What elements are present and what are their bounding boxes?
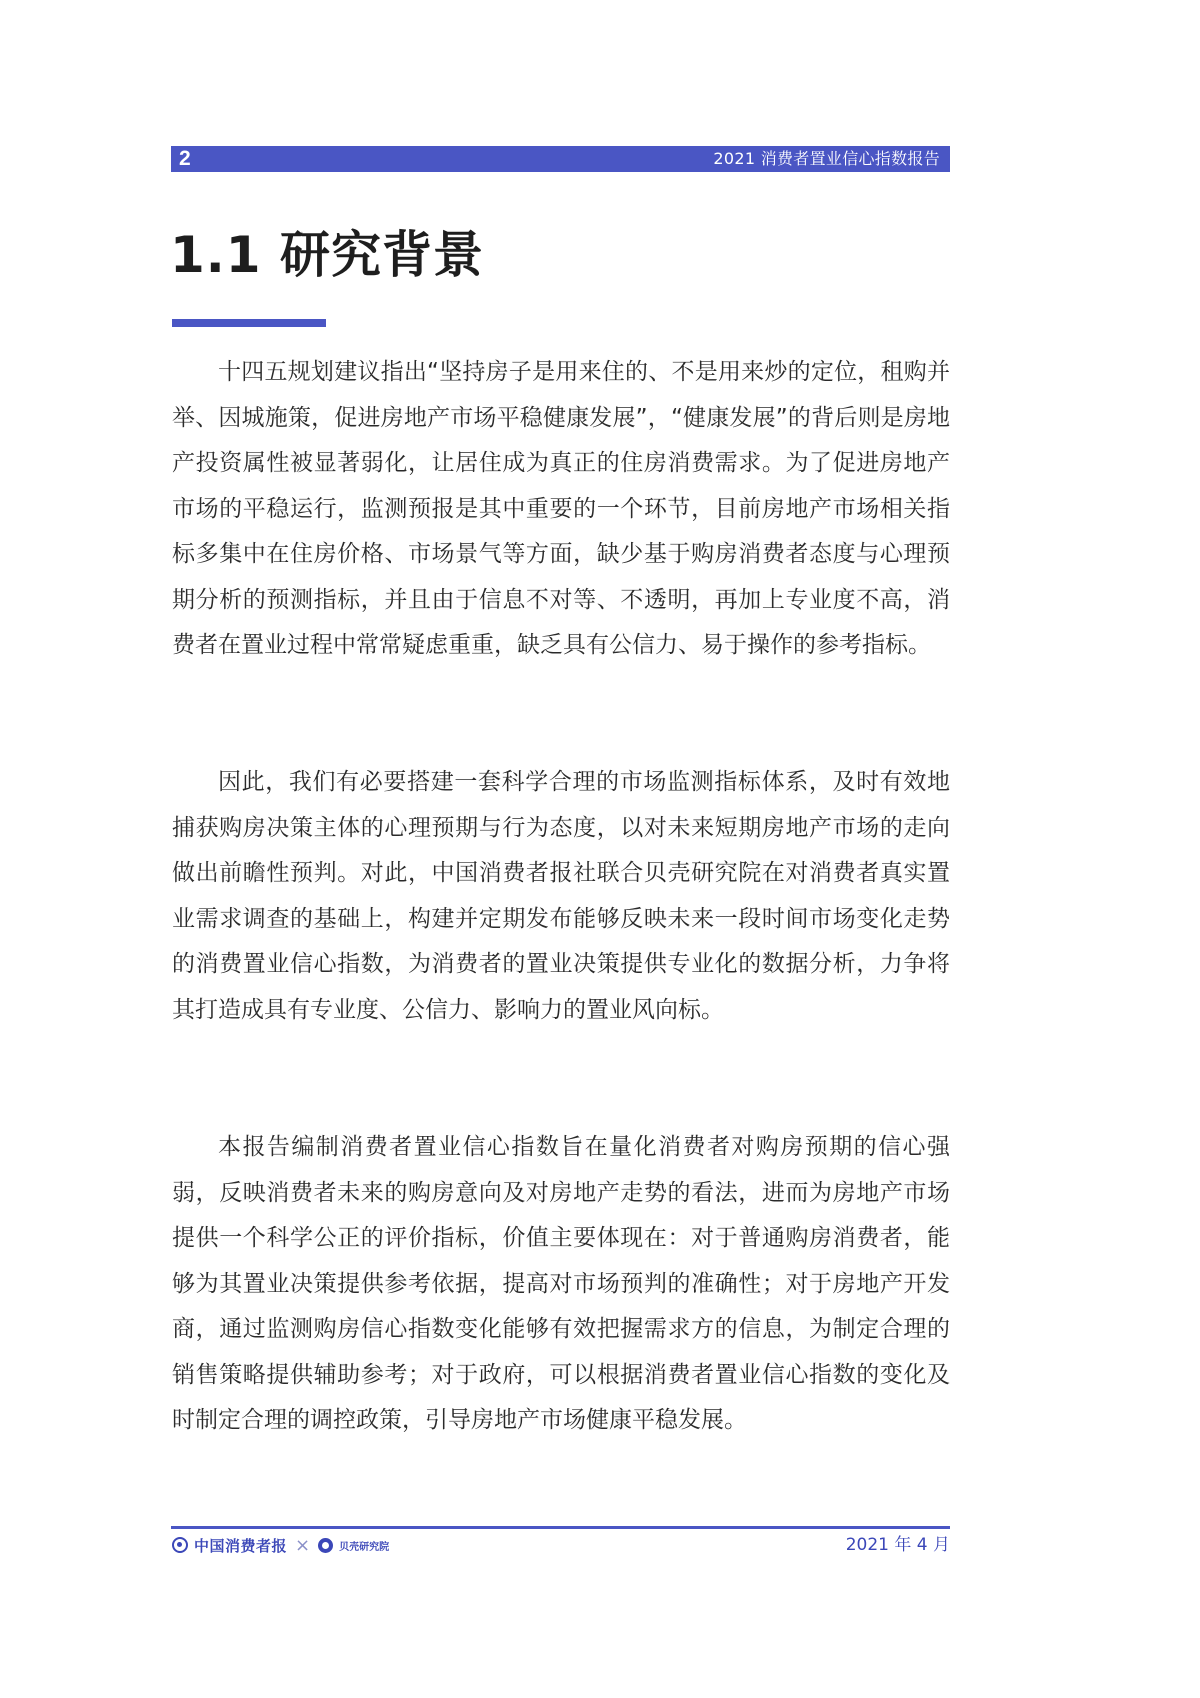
footer-logos — [172, 1533, 389, 1557]
report-title: 2021 消费者置业信心指数报告 — [713, 149, 940, 168]
paragraph-2: 因此，我们有必要搭建一套科学合理的市场监测指标体系，及时有效地捕获购房决策主体的心理预期与行为态度，以对未来短期房地产市场的走向做出前瞻性预判。对此，中国消费者报社联合贝壳研究院在对消费者真实置业需求调查的基础上，构建并定期发布能够反映未来一段时间市场变化走势的消费置业信心指数，为消费者的置业决策提供专业化的数据分析，力争将其打造成具有专业度、公信力、影响力的置业风向标。 — [172, 769, 950, 1023]
page-number: 2 — [179, 147, 191, 170]
footer-date: 2021 年 4 月 — [845, 1535, 950, 1555]
paragraph-1: 十四五规划建议指出“坚持房子是用来住的、不是用来炒的定位，租购并举、因城施策，促进房地产市场平稳健康发展”，“健康发展”的背后则是房地产投资属性被显著弱化，让居住成为真正的住房消费需求。为了促进房地产市场的平稳运行，监测预报是其中重要的一个环节，目前房地产市场相关指标多集中在住房价格、市场景气等方面，缺少基于购房消费者态度与心理预期分析的预测指标，并且由于信息不对等、不透明，再加上专业度不高，消费者在置业过程中常常疑虑重重，缺乏具有公信力、易于操作的参考指标。 — [172, 359, 950, 658]
title-underline — [172, 319, 326, 327]
logo-separator: × — [295, 1534, 311, 1556]
beike-research-logo-icon — [318, 1538, 333, 1553]
paragraph-3: 本报告编制消费者置业信心指数旨在量化消费者对购房预期的信心强弱，反映消费者未来的购房意向及对房地产走势的看法，进而为房地产市场提供一个科学公正的评价指标，价值主要体现在：对于普通购房消费者，能够为其置业决策提供参考依据，提高对市场预判的准确性；对于房地产开发商，通过监测购房信心指数变化能够有效把握需求方的信息，为制定合理的销售策略提供辅助参考；对于政府，可以根据消费者置业信心指数的变化及时制定合理的调控政策，引导房地产市场健康平稳发展。 — [172, 1134, 950, 1433]
beike-research-logo-text: 贝壳研究院 — [339, 1541, 390, 1553]
page-header-bar — [171, 146, 950, 172]
footer-divider — [171, 1526, 950, 1529]
consumer-daily-logo-icon — [172, 1537, 188, 1553]
consumer-daily-logo-text: 中国消费者报 — [194, 1536, 288, 1555]
section-title: 1.1 研究背景 — [170, 226, 484, 284]
